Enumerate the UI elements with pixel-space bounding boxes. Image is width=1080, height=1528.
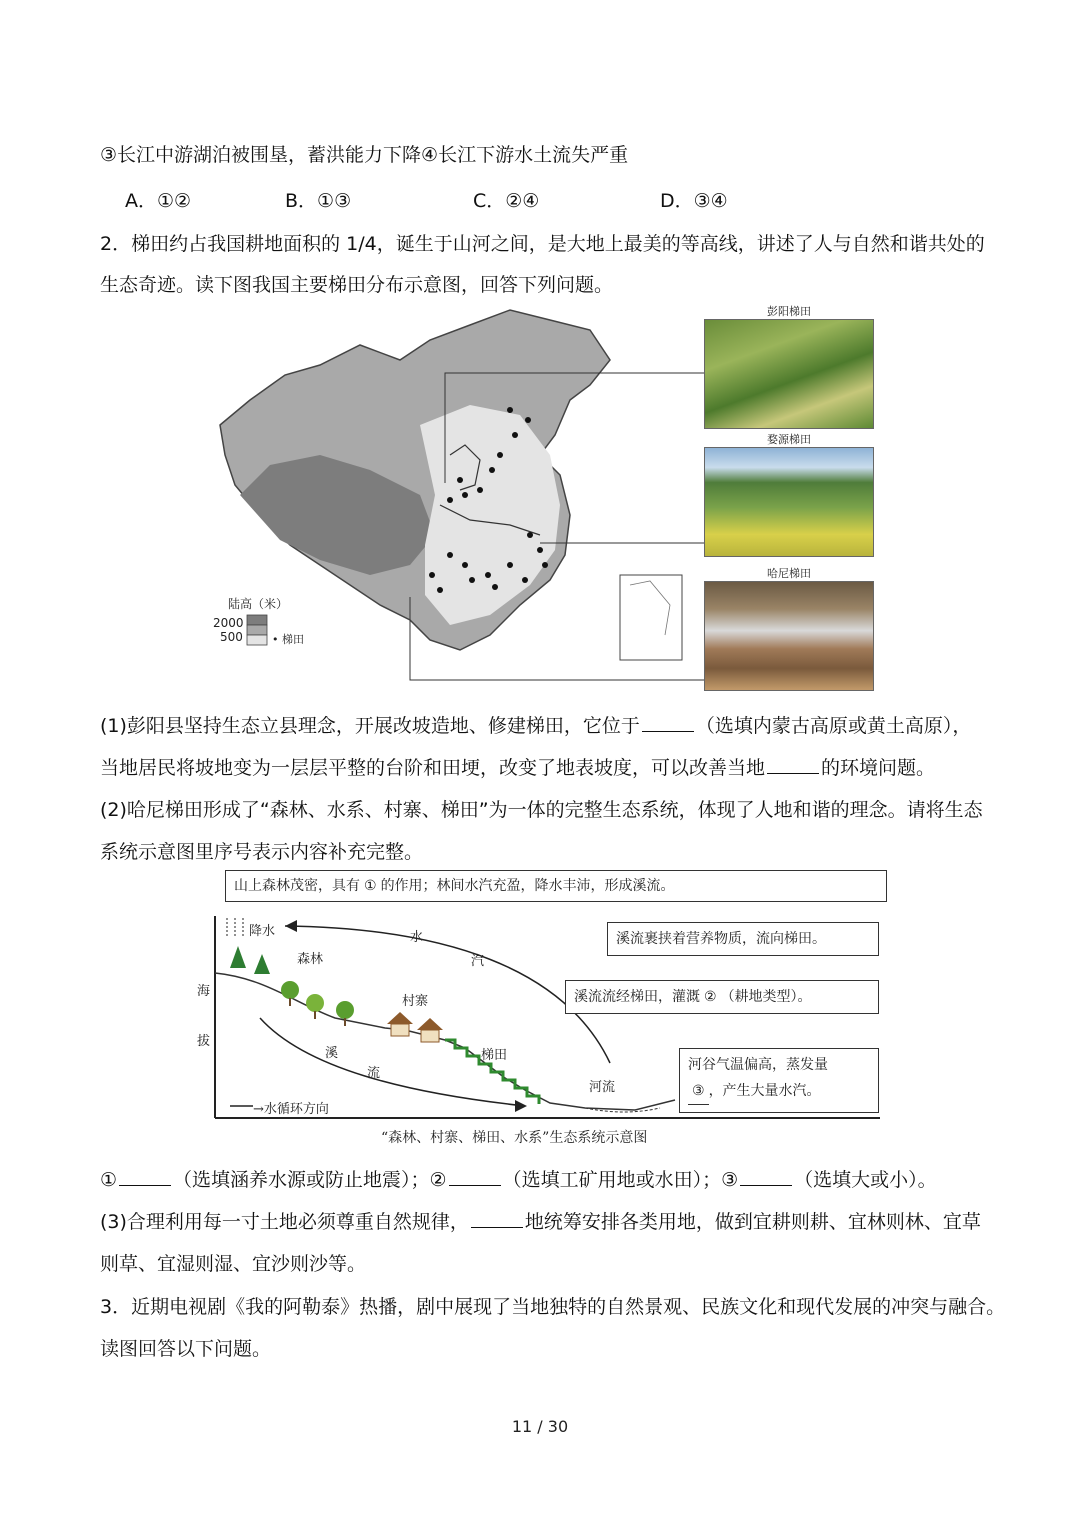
sub-question-3-line2: 则草、宜湿则湿、宜沙则沙等。 [100, 1253, 367, 1275]
label-vapor: 汽 [471, 954, 485, 969]
sub-q1-line2-post: 的环境问题。 [821, 757, 936, 779]
label-village: 村寨 [402, 994, 429, 1009]
box-stream-irrigation [565, 980, 879, 1014]
question-2-stem-line2: 生态奇迹。读下图我国主要梯田分布示意图，回答下列问题。 [100, 274, 614, 296]
label-water: 水 [410, 930, 424, 945]
blank-mark-2: ② [700, 981, 721, 1014]
legend-title: 陆高（米） [228, 597, 289, 611]
answer-blank-2[interactable] [449, 1185, 501, 1186]
forest-trees [230, 946, 354, 1026]
legend-2000: 2000 [213, 616, 244, 630]
sub-q1-post: （选填内蒙古高原或黄土高原）， [695, 715, 972, 737]
hani-terrace-image [704, 581, 874, 691]
photo-wuyuan [704, 433, 874, 557]
box-irrigation-post: （耕地类型）。 [720, 989, 812, 1005]
option-a[interactable]: A．①② [125, 190, 192, 212]
sub-question-1-line1 [100, 714, 971, 738]
answer-blank-3[interactable] [740, 1185, 792, 1186]
photo-hani [704, 567, 874, 691]
box-forest-function [225, 870, 887, 902]
answer-blank-environment[interactable] [767, 773, 819, 774]
answer-3-hint: （选填大或小）。 [794, 1169, 937, 1191]
label-terrace: 梯田 [481, 1048, 508, 1063]
box-forest-pre: 山上森林茂密，具有 [234, 878, 360, 894]
label-altitude-2: 拔 [197, 1034, 211, 1049]
sub-q3-post: 地统筹安排各类用地，做到宜耕则耕、宜林则林、宜草 [524, 1211, 981, 1233]
blank-mark-1: ① [360, 871, 381, 902]
photo-caption-wuyuan: 婺源梯田 [767, 433, 811, 446]
eco-system-diagram [197, 868, 885, 1148]
question-2-stem-line1: 2．梯田约占我国耕地面积的 1/4，诞生于山河之间，是大地上最美的等高线，讲述了人与自然和谐共处的 [100, 233, 985, 255]
sub-question-3-line1 [100, 1210, 981, 1234]
sub-question-1-line2 [100, 756, 935, 780]
sub-question-2-line2: 系统示意图里序号表示内容补充完整。 [100, 841, 424, 863]
sub-question-2-answers [100, 1168, 937, 1192]
box-valley-line2-post: ，产生大量水汽。 [708, 1083, 821, 1099]
page-number: 11 / 30 [511, 1417, 569, 1436]
china-map [210, 305, 710, 690]
option-c[interactable]: C．②④ [473, 190, 540, 212]
village-houses [387, 1012, 443, 1042]
label-forest: 森林 [297, 952, 324, 967]
label-river: 河流 [589, 1080, 616, 1095]
label-altitude-1: 海 [197, 984, 211, 999]
question-3-stem-line2: 读图回答以下问题。 [100, 1338, 272, 1360]
eco-diagram-caption: “森林、村寨、梯田、水系”生态系统示意图 [381, 1130, 648, 1146]
option-b[interactable]: B．①③ [285, 190, 352, 212]
sub-q1-pre: (1)彭阳县坚持生态立县理念，开展改坡造地、修建梯田，它位于 [100, 715, 640, 737]
sub-question-2-line1: (2)哈尼梯田形成了“森林、水系、村寨、梯田”为一体的完整生态系统，体现了人地和谐的理念。请将生态 [100, 799, 983, 821]
legend-terrace: • 梯田 [272, 633, 304, 646]
answer-1-label: ① [100, 1169, 118, 1191]
label-stream-2: 流 [367, 1066, 381, 1081]
answer-blank-plateau[interactable] [642, 731, 694, 732]
box-stream-nutrients: 溪流裹挟着营养物质，流向梯田。 [607, 922, 879, 956]
question-3-stem-line1: 3．近期电视剧《我的阿勒泰》热播，剧中展现了当地独特的自然景观、民族文化和现代发展的冲突与融合。 [100, 1296, 1006, 1318]
answer-2-hint: （选填工矿用地或水田）；③ [502, 1169, 739, 1191]
label-rain: 降水 [249, 924, 276, 939]
sub-q1-line2-pre: 当地居民将坡地变为一层层平整的台阶和田埂，改变了地表坡度，可以改善当地 [100, 757, 766, 779]
box-irrigation-pre: 溪流流经梯田，灌溉 [574, 989, 700, 1005]
answer-blank-scientific[interactable] [471, 1227, 523, 1228]
terrace-distribution-map-figure [210, 305, 890, 690]
photo-caption-pengyang: 彭阳梯田 [767, 305, 811, 318]
option-d[interactable]: D．③④ [660, 190, 728, 212]
label-stream-1: 溪 [325, 1046, 339, 1061]
legend-500: 500 [220, 630, 243, 644]
statement-3-4: ③长江中游湖泊被围垦，蓄洪能力下降④长江下游水土流失严重 [100, 144, 629, 166]
blank-mark-3: ③ [688, 1078, 709, 1105]
label-water-cycle: →水循环方向 [253, 1102, 329, 1117]
box-valley-evaporation [679, 1048, 879, 1113]
sub-q3-pre: (3)合理利用每一寸土地必须尊重自然规律， [100, 1211, 469, 1233]
box-forest-post: 的作用；林间水汽充盈，降水丰沛，形成溪流。 [380, 878, 675, 894]
answer-blank-1[interactable] [119, 1185, 171, 1186]
box-valley-line2 [688, 1078, 878, 1105]
photo-pengyang [704, 305, 874, 429]
box-valley-line1: 河谷气温偏高，蒸发量 [688, 1057, 828, 1073]
wuyuan-terrace-image [704, 447, 874, 557]
photo-caption-hani: 哈尼梯田 [767, 567, 811, 580]
pengyang-terrace-image [704, 319, 874, 429]
answer-1-hint: （选填涵养水源或防止地震）；② [173, 1169, 447, 1191]
